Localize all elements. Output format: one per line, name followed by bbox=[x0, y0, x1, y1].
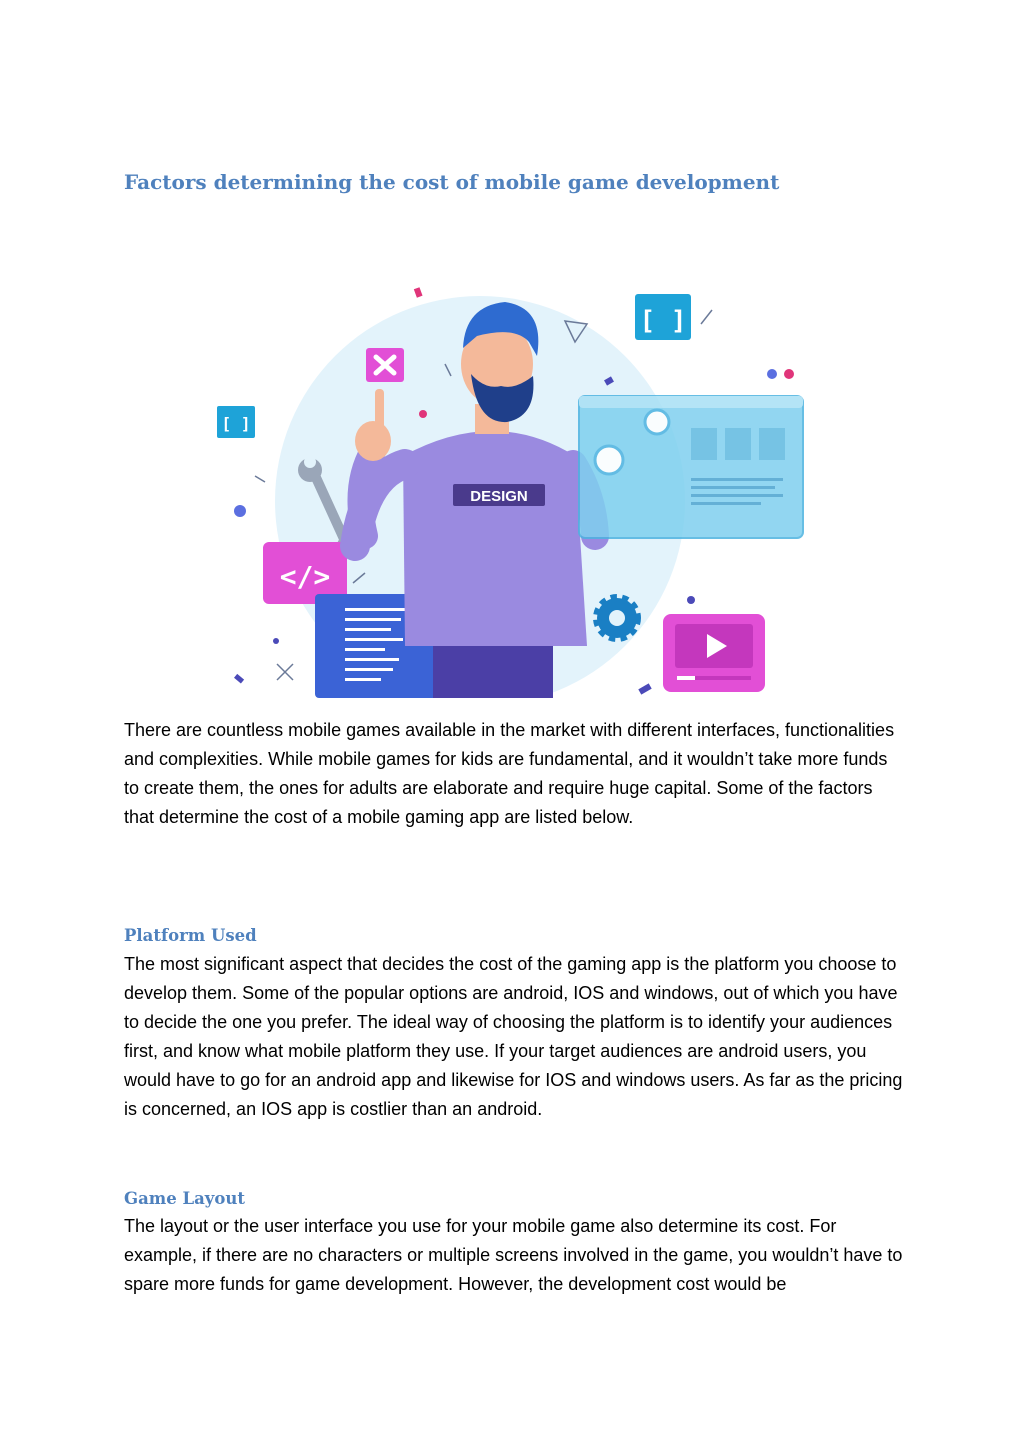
play-icon bbox=[663, 614, 765, 692]
gear-icon bbox=[597, 598, 637, 638]
section-body-platform: The most significant aspect that decides the cost of the gaming app is the platform you choose to develop them. Some of the popular options are android, IOS and windows, out of which you have to decide the one you prefer. The ideal way of choosing the platform is to identify your audiences first, and know what mobile platform they use. If your target audiences are android users, you would have to go for an android app and likewise for IOS and windows users. As far as the pricing is concerned, an IOS app is costlier than an android. bbox=[124, 954, 903, 1119]
svg-text:[ ]: [ ] bbox=[221, 414, 251, 433]
section-heading-platform: Platform Used bbox=[124, 926, 257, 945]
brackets-icon bbox=[635, 294, 691, 340]
designer-illustration bbox=[215, 286, 807, 698]
svg-text:</>: </> bbox=[279, 560, 331, 593]
svg-text:[ ]: [ ] bbox=[639, 306, 687, 336]
section-body-layout: The layout or the user interface you use for your mobile game also determine its cost. For example, if there are no characters or multiple screens involved in the game, you wouldn’t have to spare more funds for game development. However, the development cost would be bbox=[124, 1216, 903, 1294]
shirt-label: DESIGN bbox=[470, 488, 528, 505]
intro-paragraph: There are countless mobile games available in the market with different interfaces, functionalities and complexities. While mobile games for kids are fundamental, and it wouldn’t take more funds to create them, the ones for adults are elaborate and require huge capital. Some of the factors that determine the cost of a mobile gaming app are listed below. bbox=[124, 720, 895, 827]
page-title: Factors determining the cost of mobile game development bbox=[124, 170, 780, 194]
browser-window bbox=[579, 396, 803, 538]
section-heading-layout: Game Layout bbox=[124, 1189, 245, 1208]
close-icon bbox=[366, 348, 404, 382]
brackets-icon bbox=[217, 406, 255, 438]
